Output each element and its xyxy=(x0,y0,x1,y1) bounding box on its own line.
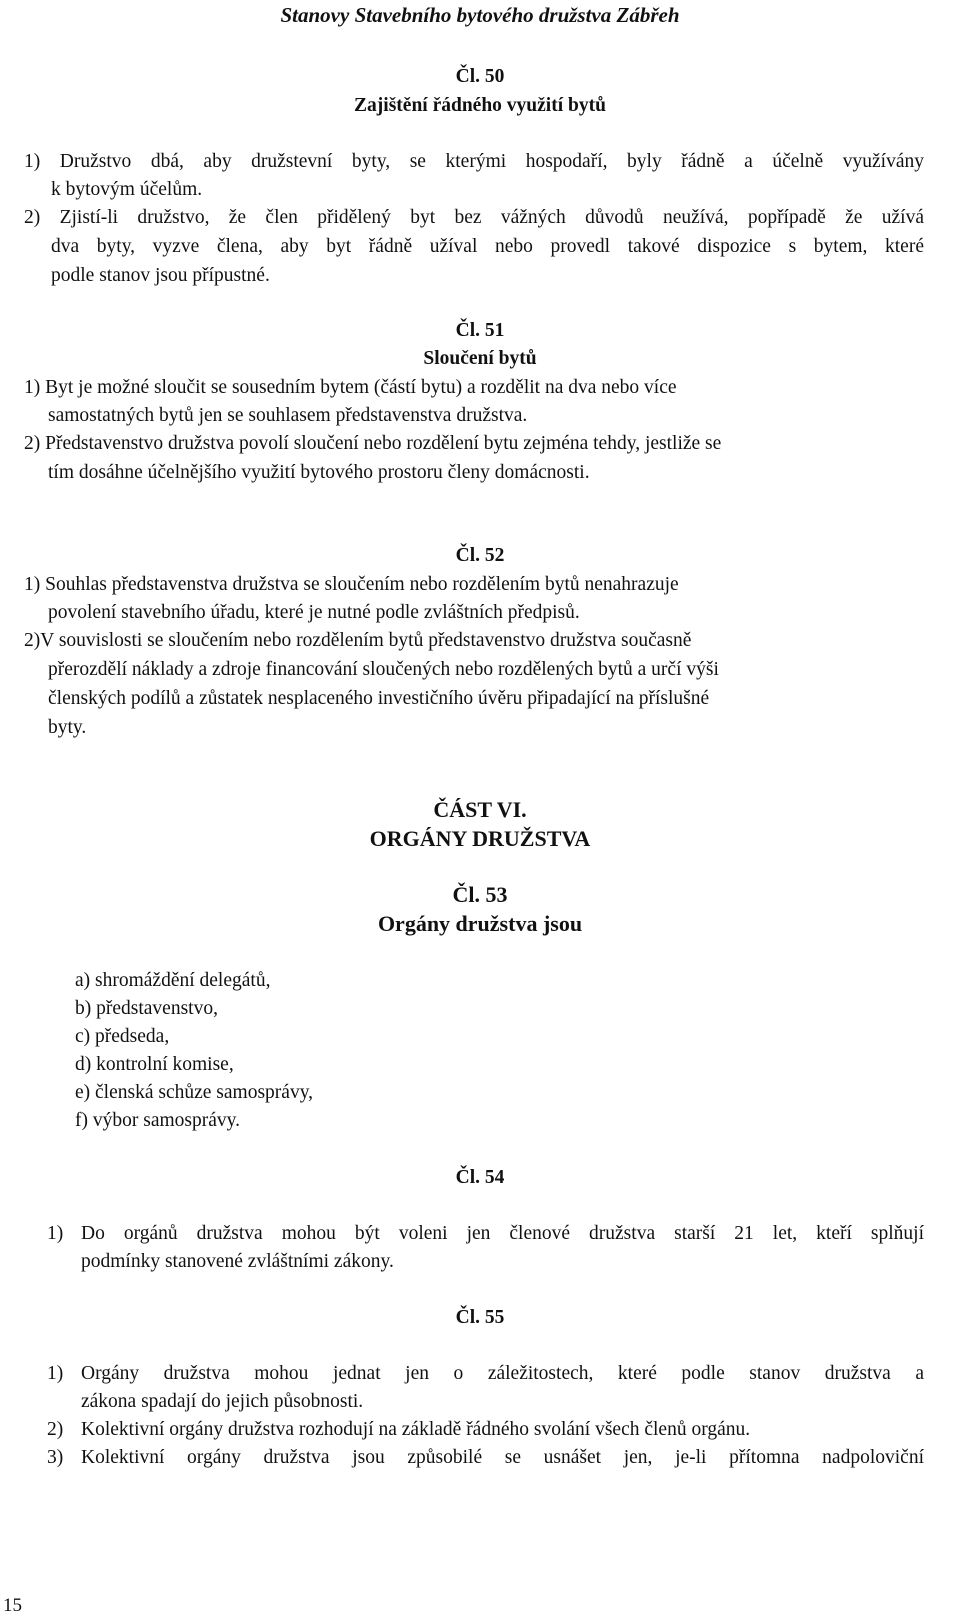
article-52-para-2-line-1: 2)V souvislosti se sloučením nebo rozdělením bytů představenstvo družstva současně xyxy=(24,630,692,651)
article-53-title: Orgány družstva jsou xyxy=(377,911,583,936)
article-55-number: Čl. 55 xyxy=(455,1307,505,1328)
article-51-para-1-line-1: 1) Byt je možné sloučit se sousedním bytem (částí bytu) a rozdělit na dva nebo více xyxy=(24,377,677,398)
article-55-item-2-line-1: Kolektivní orgány družstva rozhodují na základě řádného svolání všech členů orgánu. xyxy=(81,1419,751,1440)
list-item: c) předseda, xyxy=(75,1026,170,1047)
article-55-item-1-line-1: Orgány družstva mohou jednat jen o záležitostech, které podle stanov družstva a xyxy=(81,1363,924,1384)
article-51-title: Sloučení bytů xyxy=(423,348,537,369)
article-50-para-2-line-2: dva byty, vyzve člena, aby byt řádně užíval nebo provedl takové dispozice s bytem, které xyxy=(51,236,924,257)
article-54-item-1-line-2: podmínky stanovené zvláštními zákony. xyxy=(81,1251,394,1272)
page-number: 15 xyxy=(3,1595,22,1616)
article-55-item-3-line-1: Kolektivní orgány družstva jsou způsobilé se usnášet jen, je-li přítomna nadpoloviční xyxy=(81,1447,924,1468)
article-53-number: Čl. 53 xyxy=(452,882,508,907)
article-52-para-1-line-1: 1) Souhlas představenstva družstva se sloučením nebo rozdělením bytů nenahrazuje xyxy=(24,574,679,595)
article-55-item-1-number: 1) xyxy=(47,1363,64,1384)
article-54-item-1-line-1: Do orgánů družstva mohou být voleni jen členové družstva starší 21 let, kteří splňují xyxy=(81,1223,924,1244)
page-header: Stanovy Stavebního bytového družstva Zábřeh xyxy=(280,3,680,27)
article-54-item-1-number: 1) xyxy=(47,1223,64,1244)
article-55-item-2-number: 2) xyxy=(47,1419,64,1440)
list-item: d) kontrolní komise, xyxy=(75,1054,234,1075)
article-51-para-2-line-2: tím dosáhne účelnějšího využití bytového prostoru členy domácnosti. xyxy=(48,462,590,483)
article-52-para-2-line-4: byty. xyxy=(48,717,87,738)
article-52-number: Čl. 52 xyxy=(455,545,505,566)
article-50-title: Zajištění řádného využití bytů xyxy=(354,95,606,116)
article-52-para-2-line-2: přerozdělí náklady a zdroje financování sloučených nebo rozdělených bytů a určí výši xyxy=(48,659,719,680)
article-50-para-1-line-1: 1) Družstvo dbá, aby družstevní byty, se kterými hospodaří, byly řádně a účelně využívány xyxy=(24,151,924,172)
part-6-number: ČÁST VI. xyxy=(433,797,527,822)
list-item: b) představenstvo, xyxy=(75,998,218,1019)
list-item: f) výbor samosprávy. xyxy=(75,1110,240,1131)
article-55-item-1-line-2: zákona spadají do jejich působnosti. xyxy=(81,1391,364,1412)
list-item: e) členská schůze samosprávy, xyxy=(75,1082,314,1103)
article-55-item-3-number: 3) xyxy=(47,1447,64,1468)
article-52-para-1-line-2: povolení stavebního úřadu, které je nutné podle zvláštních předpisů. xyxy=(48,602,580,623)
article-54-number: Čl. 54 xyxy=(455,1167,505,1188)
article-50-para-1-line-2: k bytovým účelům. xyxy=(51,179,203,200)
article-50-number: Čl. 50 xyxy=(455,66,505,87)
article-51-para-2-line-1: 2) Představenstvo družstva povolí sloučení nebo rozdělení bytu zejména tehdy, jestliže se xyxy=(24,433,722,454)
list-item: a) shromáždění delegátů, xyxy=(75,970,271,991)
article-51-number: Čl. 51 xyxy=(455,320,505,341)
article-50-para-2-line-3: podle stanov jsou přípustné. xyxy=(51,265,270,286)
article-52-para-2-line-3: členských podílů a zůstatek nesplaceného investičního úvěru připadající na příslušné xyxy=(48,688,710,709)
part-6-title: ORGÁNY DRUŽSTVA xyxy=(369,826,591,851)
article-50-para-2-line-1: 2) Zjistí-li družstvo, že člen přidělený byt bez vážných důvodů neužívá, popřípadě že užívá xyxy=(24,207,924,228)
article-51-para-1-line-2: samostatných bytů jen se souhlasem představenstva družstva. xyxy=(48,405,528,426)
